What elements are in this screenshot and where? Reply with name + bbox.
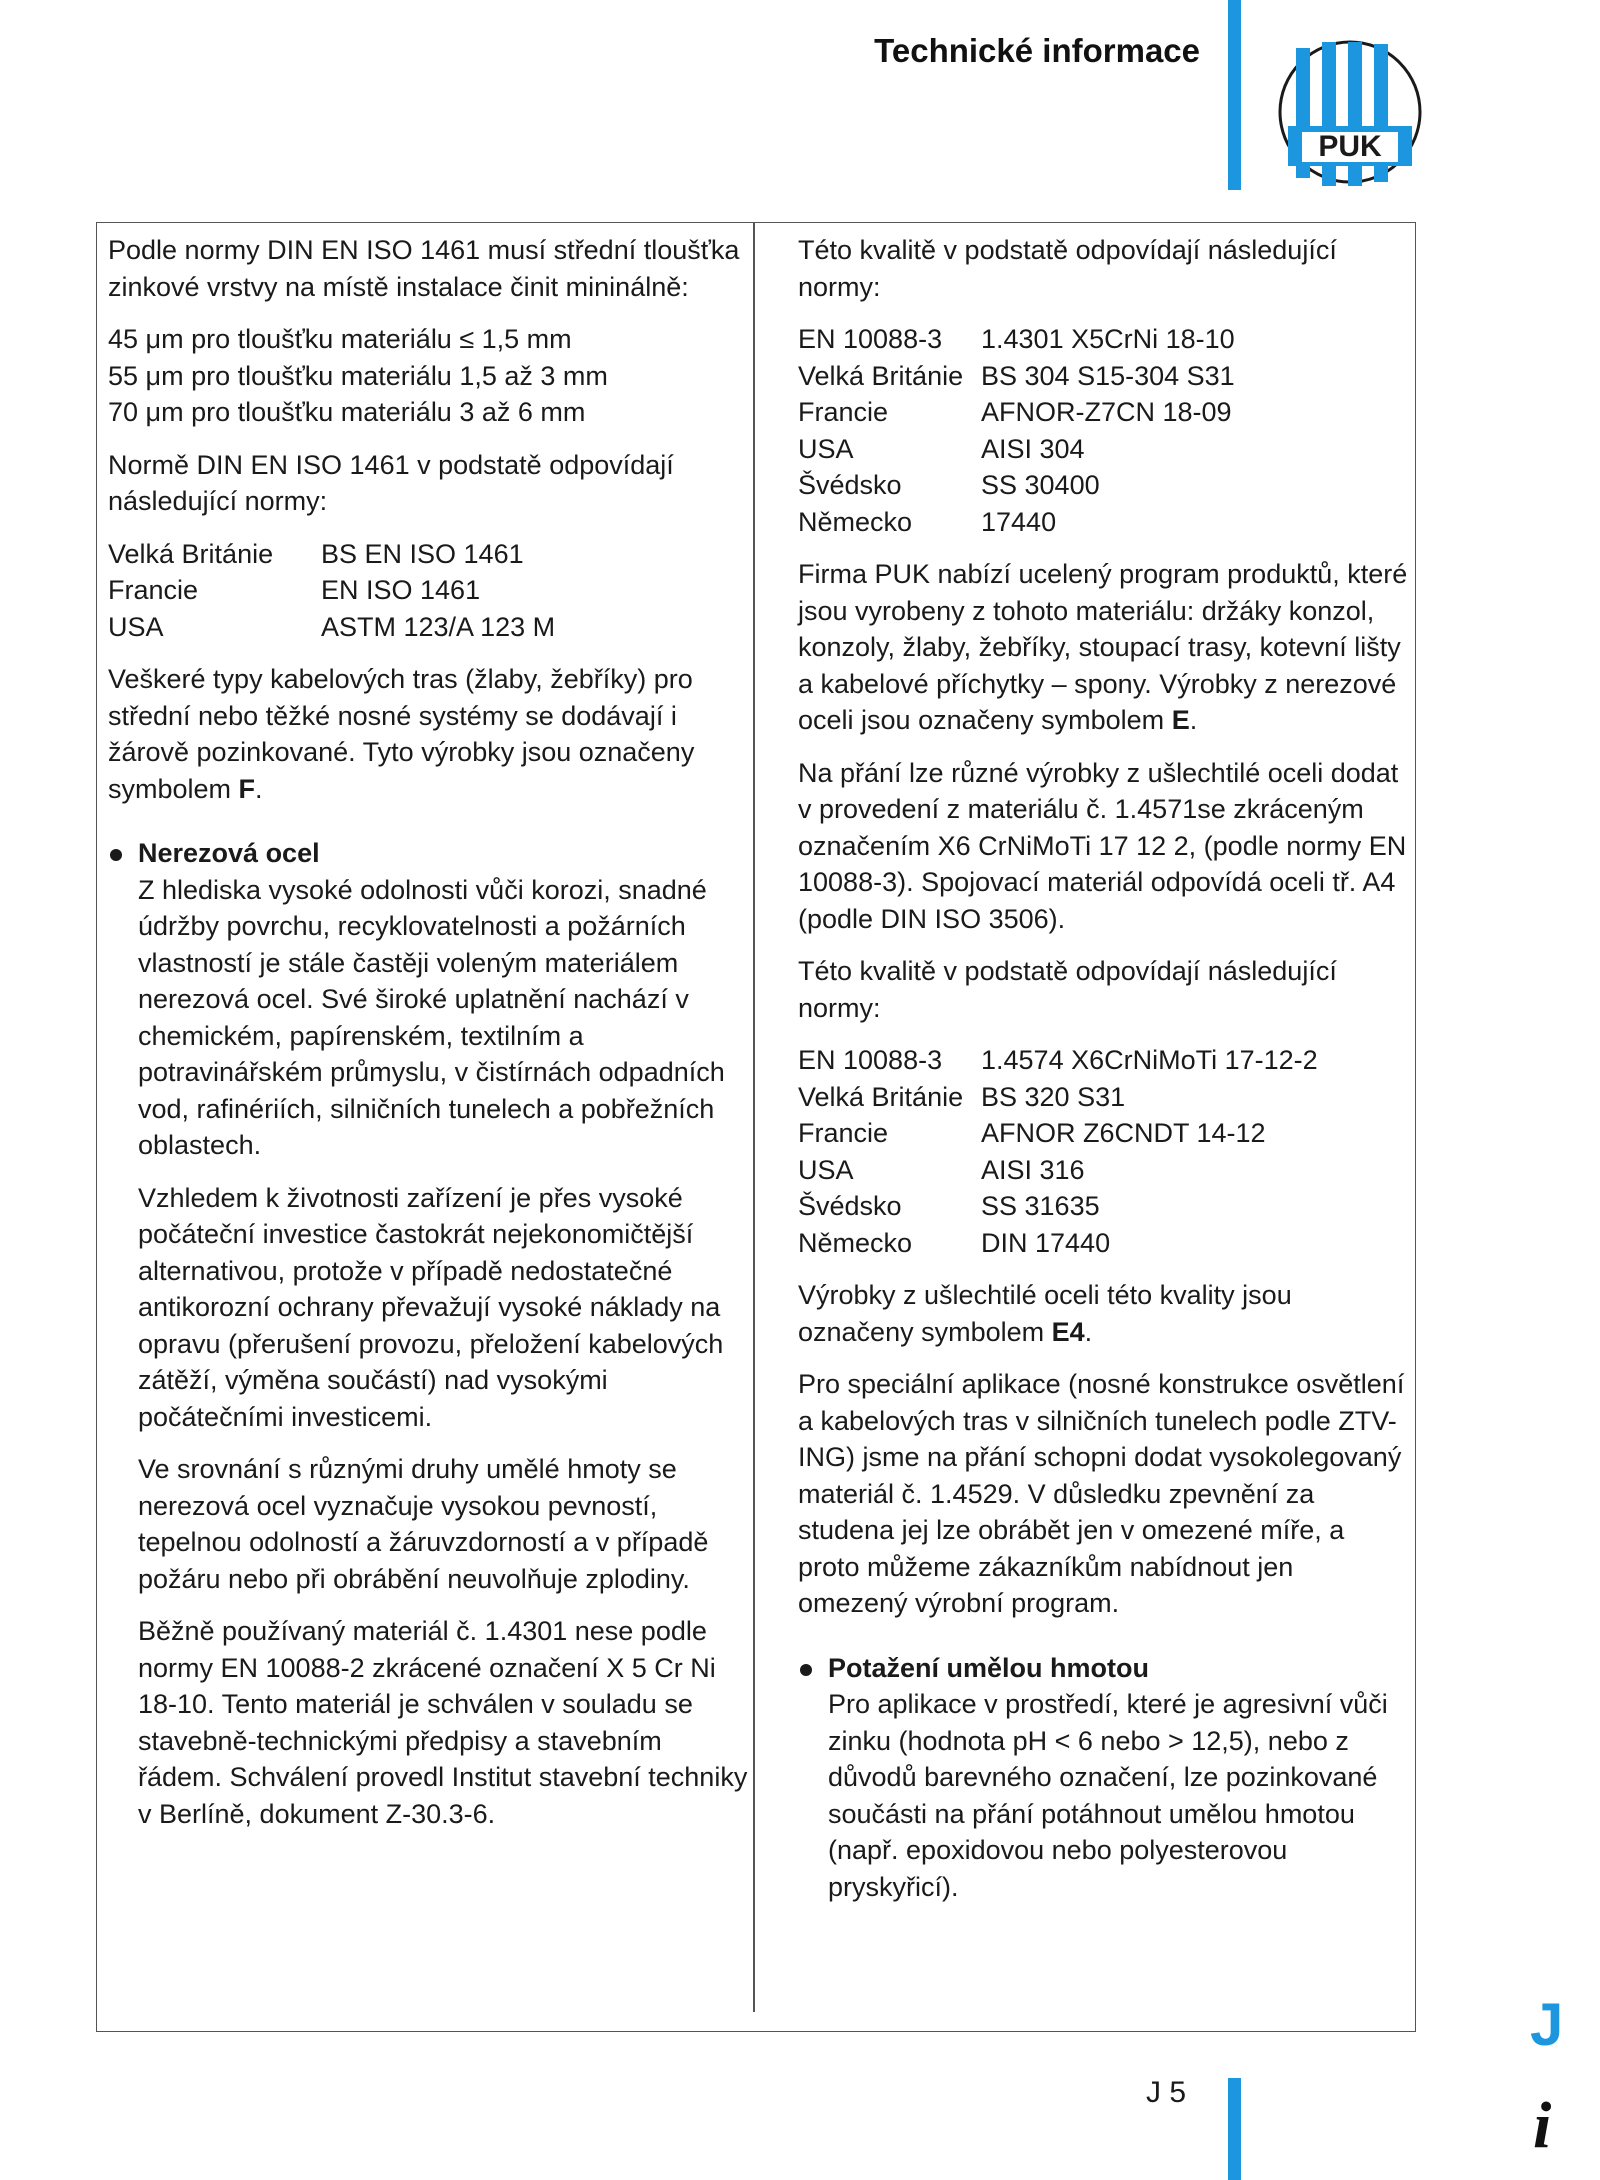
paragraph: Vzhledem k životnosti zařízení je přes vysoké počáteční investice častokrát nejekonomičtější alternativou, protože v případě nedostatečné antikorozní ochrany převažují vysoké náklady na opravu (přerušení provozu, přeložení kabelových zátěží, výměna součástí) nad vysokými počátečními investicemi.	[138, 1182, 724, 1432]
norm: AFNOR Z6CNDT 14-12	[981, 1118, 1266, 1148]
norm: SS 31635	[981, 1191, 1100, 1221]
norm-row	[798, 1188, 1408, 1225]
country: Velká Británie	[798, 1081, 964, 1112]
paragraph: Veškeré typy kabelových tras (žlaby, žebříky) pro střední nebo těžké nosné systémy se dodávají i žárově pozinkované. Tyto výrobky jsou označeny symbolem F.	[108, 664, 695, 804]
norm: AFNOR-Z7CN 18-09	[981, 397, 1232, 427]
paragraph: Podle normy DIN EN ISO 1461 musí střední tloušťka zinkové vrstvy na místě instalace činit mininálně:	[108, 235, 740, 302]
norm-row	[798, 1152, 1408, 1189]
puk-logo	[1276, 38, 1424, 186]
paragraph: Ve srovnání s různými druhy umělé hmoty se nerezová ocel vyznačuje vysokou pevností, tepelnou odolností a žáruvzdorností a v případě požáru nebo při obrábění neuvolňuje zplodiny.	[138, 1454, 709, 1594]
country: USA	[798, 1154, 854, 1185]
paragraph: Běžně používaný materiál č. 1.4301 nese podle normy EN 10088-2 zkrácené označení X 5 Cr Ni 18-10. Tento materiál je schválen v souladu se stavebně-technickými předpisy a stavebním řádem. Schválení provedl Institut stavební techniky v Berlíně, dokument Z-30.3-6.	[138, 1616, 748, 1829]
country: Německo	[798, 1227, 913, 1258]
norm: BS EN ISO 1461	[321, 538, 524, 569]
symbol-f: F	[238, 773, 256, 804]
norm-row	[108, 572, 748, 609]
bullet-heading: Nerezová ocel	[138, 838, 320, 868]
column-divider	[753, 222, 755, 2012]
norm-row	[798, 504, 1408, 541]
bullet-section	[798, 1650, 1408, 1906]
paragraph: Výrobky z ušlechtilé oceli této kvality jsou označeny symbolem E4.	[798, 1280, 1292, 1347]
country: Francie	[798, 1118, 889, 1148]
bullet-heading: Potažení umělou hmotou	[828, 1652, 1149, 1683]
norm-row	[798, 321, 1408, 358]
norm: BS 320 S31	[981, 1081, 1126, 1112]
thickness-item: 55 μm pro tloušťku materiálu 1,5 až 3 mm	[108, 360, 608, 391]
thickness-list	[108, 321, 748, 431]
thickness-item: 70 μm pro tloušťku materiálu 3 až 6 mm	[108, 397, 586, 427]
norm-row	[798, 394, 1408, 431]
norm: SS 30400	[981, 470, 1100, 500]
norm: EN ISO 1461	[321, 575, 481, 605]
country: USA	[798, 433, 854, 464]
norm-row	[798, 1225, 1408, 1262]
paragraph: Této kvalitě v podstatě odpovídají následující normy:	[798, 956, 1337, 1023]
paragraph: Na přání lze různé výrobky z ušlechtilé oceli dodat v provedení z materiálu č. 1.4571se zkráceným označením X6 CrNiMoTi 17 12 2, (podle normy EN 10088-3). Spojovací materiál odpovídá oceli tř. A4 (podle DIN ISO 3506).	[798, 757, 1407, 934]
paragraph: Pro speciální aplikace (nosné konstrukce osvětlení a kabelových tras v silničních tunelech podle ZTV-ING) jsme na přání schopni dodat vysokolegovaný materiál č. 1.4529. V důsledku zpevnění za studena jej lze obrábět jen v omezené míře, a proto můžeme zákazníkům nabídnout jen omezený výrobní program.	[798, 1369, 1405, 1618]
country: Francie	[798, 397, 889, 427]
country: EN 10088-3	[798, 1045, 943, 1075]
norm-row	[798, 358, 1408, 395]
blue-accent-bar-top	[1228, 0, 1241, 190]
symbol-e4: E4	[1051, 1316, 1085, 1347]
bullet-text: Pro aplikace v prostředí, které je agresivní vůči zinku (hodnota pH < 6 nebo > 12,5), nebo z důvodů barevného označení, lze pozinkované součásti na přání potáhnout umělou hmotou (např. epoxidovou nebo polyesterovou pryskyřicí).	[828, 1689, 1388, 1902]
section-tab-letter: J	[1530, 1991, 1564, 2058]
country: Francie	[108, 575, 199, 605]
info-icon: i	[1533, 2089, 1552, 2162]
norm: 1.4301 X5CrNi 18-10	[981, 324, 1235, 354]
norm: AISI 304	[981, 433, 1085, 464]
country: Švédsko	[798, 470, 902, 500]
bullet-section	[108, 835, 748, 1164]
paragraph: Normě DIN EN ISO 1461 v podstatě odpovídají následující normy:	[108, 449, 674, 516]
country: Německo	[798, 506, 913, 537]
norm-row	[798, 1079, 1408, 1116]
bullet-text: Z hlediska vysoké odolnosti vůči korozi, snadné údržby povrchu, recyklovatelnosti a požárních vlastností je stále častěji voleným materiálem nerezová ocel. Své široké uplatnění nachází v chemickém, papírenském, textilním a potravinářském průmyslu, v čistírnách odpadních vod, rafinériích, silničních tunelech a pobřežních oblastech.	[138, 874, 725, 1160]
page-number: J 5	[1146, 2076, 1187, 2109]
logo-text: PUK	[1318, 130, 1382, 163]
right-column	[798, 232, 1408, 1921]
norm: DIN 17440	[981, 1227, 1111, 1258]
norms-table	[798, 321, 1408, 540]
norm-row	[108, 609, 748, 646]
norm: BS 304 S15-304 S31	[981, 360, 1235, 391]
country: USA	[108, 611, 164, 642]
norm: 1.4574 X6CrNiMoTi 17-12-2	[981, 1045, 1318, 1075]
left-column	[108, 232, 748, 1848]
paragraph: Této kvalitě v podstatě odpovídají následující normy:	[798, 235, 1337, 302]
norm-row	[108, 536, 748, 573]
norms-table	[108, 536, 748, 646]
page-title: Technické informace	[874, 32, 1200, 69]
country: Velká Británie	[798, 360, 964, 391]
norm: ASTM 123/A 123 M	[321, 611, 556, 642]
norm: 17440	[981, 506, 1057, 537]
country: EN 10088-3	[798, 324, 943, 354]
symbol-e: E	[1171, 705, 1190, 735]
country: Velká Británie	[108, 538, 274, 569]
paragraph: Firma PUK nabízí ucelený program produktů, které jsou vyrobeny z tohoto materiálu: držáky konzol, konzoly, žlaby, žebříky, stoupací trasy, kotevní lišty a kabelové příchytky – spony. Výrobky z nerezové oceli jsou označeny symbolem E.	[798, 559, 1408, 735]
norm-row	[798, 431, 1408, 468]
country: Švédsko	[798, 1191, 902, 1221]
norms-table	[798, 1042, 1408, 1261]
norm-row	[798, 1115, 1408, 1152]
blue-accent-bar-bottom	[1228, 2078, 1241, 2180]
norm: AISI 316	[981, 1154, 1085, 1185]
norm-row	[798, 1042, 1408, 1079]
thickness-item: 45 μm pro tloušťku materiálu ≤ 1,5 mm	[108, 324, 572, 354]
norm-row	[798, 467, 1408, 504]
